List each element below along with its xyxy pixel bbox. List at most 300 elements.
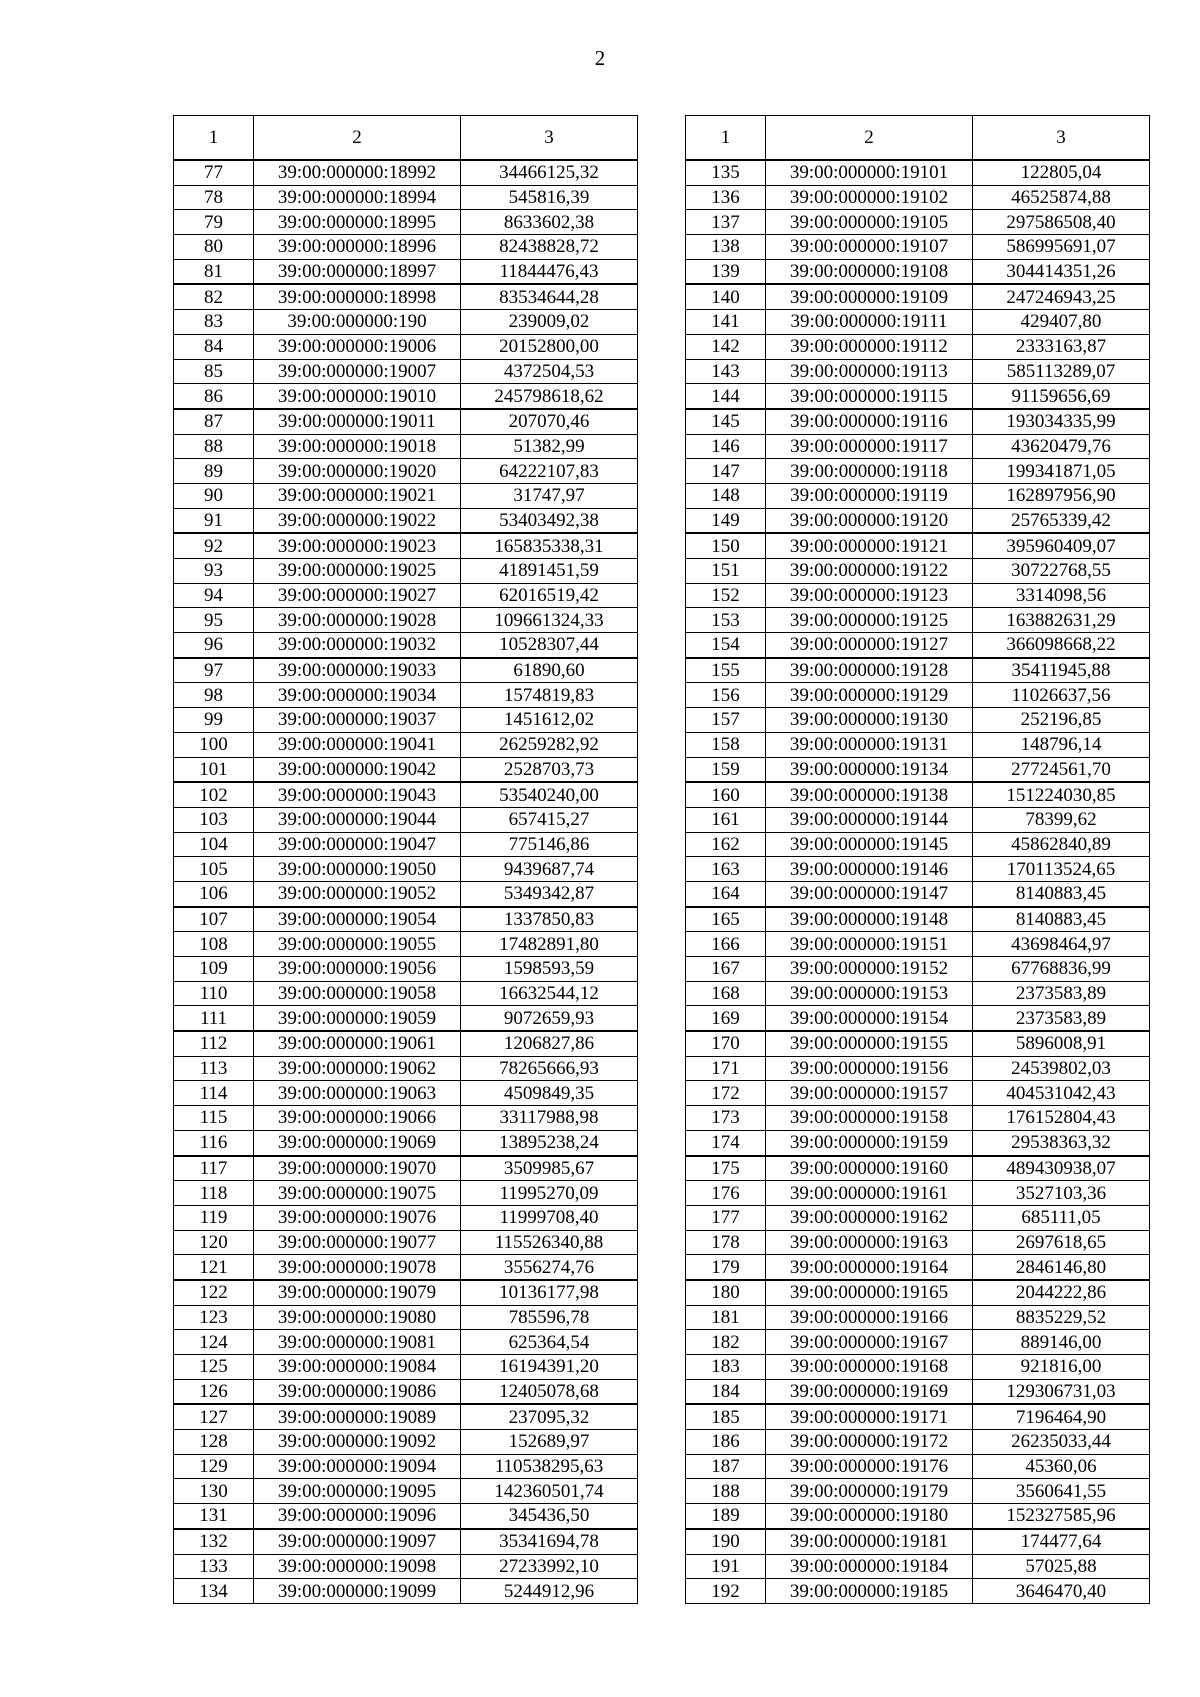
row-number-cell: 124 <box>174 1330 254 1355</box>
value-cell: 13895238,24 <box>461 1130 638 1155</box>
cadastral-number-cell: 39:00:000000:19130 <box>766 708 973 733</box>
table-row <box>174 1130 638 1155</box>
row-number-cell: 116 <box>174 1130 254 1155</box>
row-number-cell: 187 <box>686 1454 766 1479</box>
row-number-cell: 99 <box>174 708 254 733</box>
cadastral-number-cell: 39:00:000000:19171 <box>766 1404 973 1429</box>
cadastral-number-cell: 39:00:000000:19107 <box>766 235 973 260</box>
table-row <box>174 757 638 782</box>
value-cell: 3509985,67 <box>461 1156 638 1181</box>
value-cell: 53403492,38 <box>461 508 638 533</box>
cadastral-number-cell: 39:00:000000:19007 <box>254 359 461 384</box>
cadastral-number-cell: 39:00:000000:19131 <box>766 732 973 757</box>
row-number-cell: 179 <box>686 1255 766 1280</box>
cadastral-number-cell: 39:00:000000:19167 <box>766 1330 973 1355</box>
table-row <box>174 310 638 335</box>
table-row <box>174 583 638 608</box>
table-row <box>174 658 638 683</box>
cadastral-number-cell: 39:00:000000:19076 <box>254 1205 461 1230</box>
table-row <box>686 807 1150 832</box>
table-row <box>686 832 1150 857</box>
table-row <box>174 932 638 957</box>
row-number-cell: 122 <box>174 1280 254 1305</box>
table-row <box>686 1130 1150 1155</box>
table-row <box>686 907 1150 932</box>
value-cell: 2333163,87 <box>973 334 1150 359</box>
column-header: 3 <box>973 116 1150 161</box>
value-cell: 82438828,72 <box>461 235 638 260</box>
value-cell: 30722768,55 <box>973 559 1150 584</box>
value-cell: 46525874,88 <box>973 185 1150 210</box>
table-row <box>686 683 1150 708</box>
value-cell: 1451612,02 <box>461 708 638 733</box>
table-row <box>174 1355 638 1380</box>
cadastral-number-cell: 39:00:000000:19184 <box>766 1554 973 1579</box>
row-number-cell: 186 <box>686 1430 766 1455</box>
cadastral-number-cell: 39:00:000000:19041 <box>254 732 461 757</box>
value-cell: 152689,97 <box>461 1430 638 1455</box>
value-cell: 170113524,65 <box>973 857 1150 882</box>
table-row <box>686 210 1150 235</box>
cadastral-number-cell: 39:00:000000:19134 <box>766 757 973 782</box>
value-cell: 91159656,69 <box>973 384 1150 409</box>
row-number-cell: 110 <box>174 981 254 1006</box>
row-number-cell: 127 <box>174 1404 254 1429</box>
row-number-cell: 94 <box>174 583 254 608</box>
value-cell: 8140883,45 <box>973 881 1150 906</box>
value-cell: 1337850,83 <box>461 907 638 932</box>
value-cell: 345436,50 <box>461 1504 638 1529</box>
cadastral-number-cell: 39:00:000000:19168 <box>766 1355 973 1380</box>
value-cell: 162897956,90 <box>973 483 1150 508</box>
row-number-cell: 112 <box>174 1031 254 1056</box>
column-header: 1 <box>686 116 766 161</box>
cadastral-number-cell: 39:00:000000:19158 <box>766 1106 973 1131</box>
row-number-cell: 154 <box>686 633 766 658</box>
row-number-cell: 119 <box>174 1205 254 1230</box>
row-number-cell: 144 <box>686 384 766 409</box>
value-cell: 11844476,43 <box>461 259 638 284</box>
value-cell: 45360,06 <box>973 1454 1150 1479</box>
table-row <box>174 832 638 857</box>
cadastral-number-cell: 39:00:000000:19163 <box>766 1230 973 1255</box>
value-cell: 3527103,36 <box>973 1181 1150 1206</box>
table-row <box>686 1379 1150 1404</box>
value-cell: 5244912,96 <box>461 1579 638 1604</box>
cadastral-number-cell: 39:00:000000:19066 <box>254 1106 461 1131</box>
value-cell: 165835338,31 <box>461 533 638 558</box>
table-row <box>174 1305 638 1330</box>
table-row <box>686 259 1150 284</box>
row-number-cell: 172 <box>686 1081 766 1106</box>
row-number-cell: 135 <box>686 160 766 185</box>
table-row <box>686 1106 1150 1131</box>
table-row <box>174 483 638 508</box>
row-number-cell: 92 <box>174 533 254 558</box>
cadastral-number-cell: 39:00:000000:19138 <box>766 782 973 807</box>
value-cell: 889146,00 <box>973 1330 1150 1355</box>
table-row <box>174 434 638 459</box>
table-row <box>686 434 1150 459</box>
value-cell: 9439687,74 <box>461 857 638 882</box>
cadastral-number-cell: 39:00:000000:19097 <box>254 1529 461 1554</box>
row-number-cell: 105 <box>174 857 254 882</box>
row-number-cell: 131 <box>174 1504 254 1529</box>
value-cell: 62016519,42 <box>461 583 638 608</box>
cadastral-number-cell: 39:00:000000:19095 <box>254 1479 461 1504</box>
value-cell: 5896008,91 <box>973 1031 1150 1056</box>
cadastral-number-cell: 39:00:000000:19099 <box>254 1579 461 1604</box>
table-row <box>174 1255 638 1280</box>
value-cell: 24539802,03 <box>973 1056 1150 1081</box>
table-row <box>174 284 638 309</box>
cadastral-number-cell: 39:00:000000:19101 <box>766 160 973 185</box>
table-row <box>174 608 638 633</box>
value-cell: 152327585,96 <box>973 1504 1150 1529</box>
table-row <box>174 957 638 982</box>
row-number-cell: 86 <box>174 384 254 409</box>
cadastral-number-cell: 39:00:000000:19089 <box>254 1404 461 1429</box>
row-number-cell: 98 <box>174 683 254 708</box>
cadastral-number-cell: 39:00:000000:19028 <box>254 608 461 633</box>
cadastral-number-cell: 39:00:000000:19011 <box>254 409 461 434</box>
row-number-cell: 149 <box>686 508 766 533</box>
cadastral-number-cell: 39:00:000000:19160 <box>766 1156 973 1181</box>
row-number-cell: 140 <box>686 284 766 309</box>
cadastral-number-cell: 39:00:000000:19061 <box>254 1031 461 1056</box>
row-number-cell: 146 <box>686 434 766 459</box>
row-number-cell: 102 <box>174 782 254 807</box>
cadastral-number-cell: 39:00:000000:19043 <box>254 782 461 807</box>
row-number-cell: 141 <box>686 310 766 335</box>
cadastral-number-cell: 39:00:000000:19020 <box>254 459 461 484</box>
table-row <box>174 981 638 1006</box>
value-cell: 395960409,07 <box>973 533 1150 558</box>
right-table <box>685 115 1150 1604</box>
row-number-cell: 100 <box>174 732 254 757</box>
cadastral-number-cell: 39:00:000000:18995 <box>254 210 461 235</box>
cadastral-number-cell: 39:00:000000:19094 <box>254 1454 461 1479</box>
row-number-cell: 139 <box>686 259 766 284</box>
cadastral-number-cell: 39:00:000000:19146 <box>766 857 973 882</box>
cadastral-number-cell: 39:00:000000:19042 <box>254 757 461 782</box>
cadastral-number-cell: 39:00:000000:19037 <box>254 708 461 733</box>
row-number-cell: 83 <box>174 310 254 335</box>
row-number-cell: 169 <box>686 1006 766 1031</box>
row-number-cell: 111 <box>174 1006 254 1031</box>
cadastral-number-cell: 39:00:000000:18996 <box>254 235 461 260</box>
row-number-cell: 174 <box>686 1130 766 1155</box>
table-row <box>174 210 638 235</box>
cadastral-number-cell: 39:00:000000:19161 <box>766 1181 973 1206</box>
table-row <box>174 1379 638 1404</box>
row-number-cell: 161 <box>686 807 766 832</box>
value-cell: 163882631,29 <box>973 608 1150 633</box>
value-cell: 148796,14 <box>973 732 1150 757</box>
cadastral-number-cell: 39:00:000000:19059 <box>254 1006 461 1031</box>
value-cell: 34466125,32 <box>461 160 638 185</box>
cadastral-number-cell: 39:00:000000:19180 <box>766 1504 973 1529</box>
cadastral-number-cell: 39:00:000000:19056 <box>254 957 461 982</box>
value-cell: 3646470,40 <box>973 1579 1150 1604</box>
cadastral-number-cell: 39:00:000000:19075 <box>254 1181 461 1206</box>
table-row <box>174 857 638 882</box>
cadastral-number-cell: 39:00:000000:19069 <box>254 1130 461 1155</box>
table-row <box>686 459 1150 484</box>
table-row <box>686 359 1150 384</box>
table-row <box>174 259 638 284</box>
cadastral-number-cell: 39:00:000000:19156 <box>766 1056 973 1081</box>
column-header: 2 <box>254 116 461 161</box>
cadastral-number-cell: 39:00:000000:19044 <box>254 807 461 832</box>
table-row <box>174 1031 638 1056</box>
table-row <box>174 1106 638 1131</box>
row-number-cell: 109 <box>174 957 254 982</box>
value-cell: 29538363,32 <box>973 1130 1150 1155</box>
cadastral-number-cell: 39:00:000000:19120 <box>766 508 973 533</box>
table-row <box>174 1404 638 1429</box>
value-cell: 45862840,89 <box>973 832 1150 857</box>
table-row <box>686 508 1150 533</box>
row-number-cell: 118 <box>174 1181 254 1206</box>
row-number-cell: 176 <box>686 1181 766 1206</box>
table-row <box>686 757 1150 782</box>
table-row <box>174 1504 638 1529</box>
cadastral-number-cell: 39:00:000000:19096 <box>254 1504 461 1529</box>
row-number-cell: 96 <box>174 633 254 658</box>
cadastral-number-cell: 39:00:000000:19080 <box>254 1305 461 1330</box>
cadastral-number-cell: 39:00:000000:19152 <box>766 957 973 982</box>
table-row <box>686 235 1150 260</box>
cadastral-number-cell: 39:00:000000:19023 <box>254 533 461 558</box>
value-cell: 26235033,44 <box>973 1430 1150 1455</box>
value-cell: 31747,97 <box>461 483 638 508</box>
value-cell: 429407,80 <box>973 310 1150 335</box>
cadastral-number-cell: 39:00:000000:19086 <box>254 1379 461 1404</box>
row-number-cell: 153 <box>686 608 766 633</box>
cadastral-number-cell: 39:00:000000:19165 <box>766 1280 973 1305</box>
table-row <box>686 409 1150 434</box>
row-number-cell: 166 <box>686 932 766 957</box>
left-table-body <box>174 160 638 1603</box>
table-row <box>686 1479 1150 1504</box>
value-cell: 174477,64 <box>973 1529 1150 1554</box>
cadastral-number-cell: 39:00:000000:19052 <box>254 881 461 906</box>
row-number-cell: 158 <box>686 732 766 757</box>
value-cell: 16194391,20 <box>461 1355 638 1380</box>
cadastral-number-cell: 39:00:000000:19055 <box>254 932 461 957</box>
row-number-cell: 88 <box>174 434 254 459</box>
table-row <box>686 384 1150 409</box>
cadastral-number-cell: 39:00:000000:19112 <box>766 334 973 359</box>
table-row <box>174 1454 638 1479</box>
cadastral-number-cell: 39:00:000000:19185 <box>766 1579 973 1604</box>
cadastral-number-cell: 39:00:000000:19050 <box>254 857 461 882</box>
value-cell: 10528307,44 <box>461 633 638 658</box>
cadastral-number-cell: 39:00:000000:19092 <box>254 1430 461 1455</box>
table-row <box>686 1006 1150 1031</box>
cadastral-number-cell: 39:00:000000:19148 <box>766 907 973 932</box>
table-row <box>686 1031 1150 1056</box>
table-row <box>174 1579 638 1604</box>
row-number-cell: 189 <box>686 1504 766 1529</box>
table-row <box>174 881 638 906</box>
table-row <box>174 1280 638 1305</box>
value-cell: 41891451,59 <box>461 559 638 584</box>
value-cell: 8633602,38 <box>461 210 638 235</box>
left-table <box>173 115 638 1604</box>
table-row <box>174 1006 638 1031</box>
row-number-cell: 91 <box>174 508 254 533</box>
table-row <box>174 1430 638 1455</box>
value-cell: 404531042,43 <box>973 1081 1150 1106</box>
table-row <box>686 284 1150 309</box>
cadastral-number-cell: 39:00:000000:19047 <box>254 832 461 857</box>
value-cell: 51382,99 <box>461 434 638 459</box>
row-number-cell: 84 <box>174 334 254 359</box>
table-row <box>686 633 1150 658</box>
row-number-cell: 79 <box>174 210 254 235</box>
row-number-cell: 134 <box>174 1579 254 1604</box>
table-row <box>686 881 1150 906</box>
value-cell: 585113289,07 <box>973 359 1150 384</box>
value-cell: 78399,62 <box>973 807 1150 832</box>
value-cell: 2697618,65 <box>973 1230 1150 1255</box>
cadastral-number-cell: 39:00:000000:19117 <box>766 434 973 459</box>
value-cell: 2846146,80 <box>973 1255 1150 1280</box>
cadastral-number-cell: 39:00:000000:19164 <box>766 1255 973 1280</box>
cadastral-number-cell: 39:00:000000:19113 <box>766 359 973 384</box>
value-cell: 2528703,73 <box>461 757 638 782</box>
row-number-cell: 155 <box>686 658 766 683</box>
row-number-cell: 142 <box>686 334 766 359</box>
table-row <box>174 1056 638 1081</box>
row-number-cell: 171 <box>686 1056 766 1081</box>
table-row <box>686 185 1150 210</box>
table-row <box>686 1579 1150 1604</box>
table-row <box>686 708 1150 733</box>
value-cell: 245798618,62 <box>461 384 638 409</box>
value-cell: 64222107,83 <box>461 459 638 484</box>
cadastral-number-cell: 39:00:000000:19145 <box>766 832 973 857</box>
cadastral-number-cell: 39:00:000000:19033 <box>254 658 461 683</box>
cadastral-number-cell: 39:00:000000:19162 <box>766 1205 973 1230</box>
row-number-cell: 104 <box>174 832 254 857</box>
value-cell: 775146,86 <box>461 832 638 857</box>
table-row <box>686 932 1150 957</box>
table-row <box>686 782 1150 807</box>
row-number-cell: 138 <box>686 235 766 260</box>
cadastral-number-cell: 39:00:000000:18998 <box>254 284 461 309</box>
value-cell: 11026637,56 <box>973 683 1150 708</box>
row-number-cell: 82 <box>174 284 254 309</box>
table-row <box>174 409 638 434</box>
cadastral-number-cell: 39:00:000000:19155 <box>766 1031 973 1056</box>
row-number-cell: 136 <box>686 185 766 210</box>
value-cell: 20152800,00 <box>461 334 638 359</box>
cadastral-number-cell: 39:00:000000:19153 <box>766 981 973 1006</box>
table-row <box>174 1554 638 1579</box>
value-cell: 35341694,78 <box>461 1529 638 1554</box>
value-cell: 1574819,83 <box>461 683 638 708</box>
value-cell: 109661324,33 <box>461 608 638 633</box>
table-row <box>686 1156 1150 1181</box>
cadastral-number-cell: 39:00:000000:19154 <box>766 1006 973 1031</box>
value-cell: 237095,32 <box>461 1404 638 1429</box>
row-number-cell: 143 <box>686 359 766 384</box>
row-number-cell: 89 <box>174 459 254 484</box>
value-cell: 83534644,28 <box>461 284 638 309</box>
cadastral-number-cell: 39:00:000000:19166 <box>766 1305 973 1330</box>
cadastral-number-cell: 39:00:000000:19176 <box>766 1454 973 1479</box>
row-number-cell: 168 <box>686 981 766 1006</box>
value-cell: 67768836,99 <box>973 957 1150 982</box>
table-row <box>174 185 638 210</box>
cadastral-number-cell: 39:00:000000:19027 <box>254 583 461 608</box>
value-cell: 8140883,45 <box>973 907 1150 932</box>
value-cell: 176152804,43 <box>973 1106 1150 1131</box>
row-number-cell: 77 <box>174 160 254 185</box>
value-cell: 61890,60 <box>461 658 638 683</box>
table-row <box>174 508 638 533</box>
row-number-cell: 132 <box>174 1529 254 1554</box>
cadastral-number-cell: 39:00:000000:19084 <box>254 1355 461 1380</box>
column-header: 2 <box>766 116 973 161</box>
cadastral-number-cell: 39:00:000000:19128 <box>766 658 973 683</box>
table-row <box>686 1404 1150 1429</box>
value-cell: 3314098,56 <box>973 583 1150 608</box>
table-row <box>686 533 1150 558</box>
cadastral-number-cell: 39:00:000000:19118 <box>766 459 973 484</box>
row-number-cell: 87 <box>174 409 254 434</box>
row-number-cell: 167 <box>686 957 766 982</box>
row-number-cell: 145 <box>686 409 766 434</box>
row-number-cell: 183 <box>686 1355 766 1380</box>
cadastral-number-cell: 39:00:000000:19034 <box>254 683 461 708</box>
cadastral-number-cell: 39:00:000000:19108 <box>766 259 973 284</box>
table-row <box>686 559 1150 584</box>
value-cell: 785596,78 <box>461 1305 638 1330</box>
cadastral-number-cell: 39:00:000000:19159 <box>766 1130 973 1155</box>
table-row <box>174 1205 638 1230</box>
cadastral-number-cell: 39:00:000000:19119 <box>766 483 973 508</box>
cadastral-number-cell: 39:00:000000:19127 <box>766 633 973 658</box>
table-row <box>174 235 638 260</box>
row-number-cell: 170 <box>686 1031 766 1056</box>
row-number-cell: 157 <box>686 708 766 733</box>
value-cell: 16632544,12 <box>461 981 638 1006</box>
value-cell: 110538295,63 <box>461 1454 638 1479</box>
cadastral-number-cell: 39:00:000000:19021 <box>254 483 461 508</box>
cadastral-number-cell: 39:00:000000:19116 <box>766 409 973 434</box>
table-row <box>686 483 1150 508</box>
cadastral-number-cell: 39:00:000000:19169 <box>766 1379 973 1404</box>
table-row <box>686 1305 1150 1330</box>
value-cell: 685111,05 <box>973 1205 1150 1230</box>
row-number-cell: 126 <box>174 1379 254 1404</box>
table-row <box>686 583 1150 608</box>
cadastral-number-cell: 39:00:000000:19018 <box>254 434 461 459</box>
table-row <box>174 459 638 484</box>
cadastral-number-cell: 39:00:000000:19081 <box>254 1330 461 1355</box>
table-row <box>174 1081 638 1106</box>
row-number-cell: 114 <box>174 1081 254 1106</box>
cadastral-number-cell: 39:00:000000:19022 <box>254 508 461 533</box>
value-cell: 921816,00 <box>973 1355 1150 1380</box>
value-cell: 10136177,98 <box>461 1280 638 1305</box>
row-number-cell: 182 <box>686 1330 766 1355</box>
value-cell: 43620479,76 <box>973 434 1150 459</box>
